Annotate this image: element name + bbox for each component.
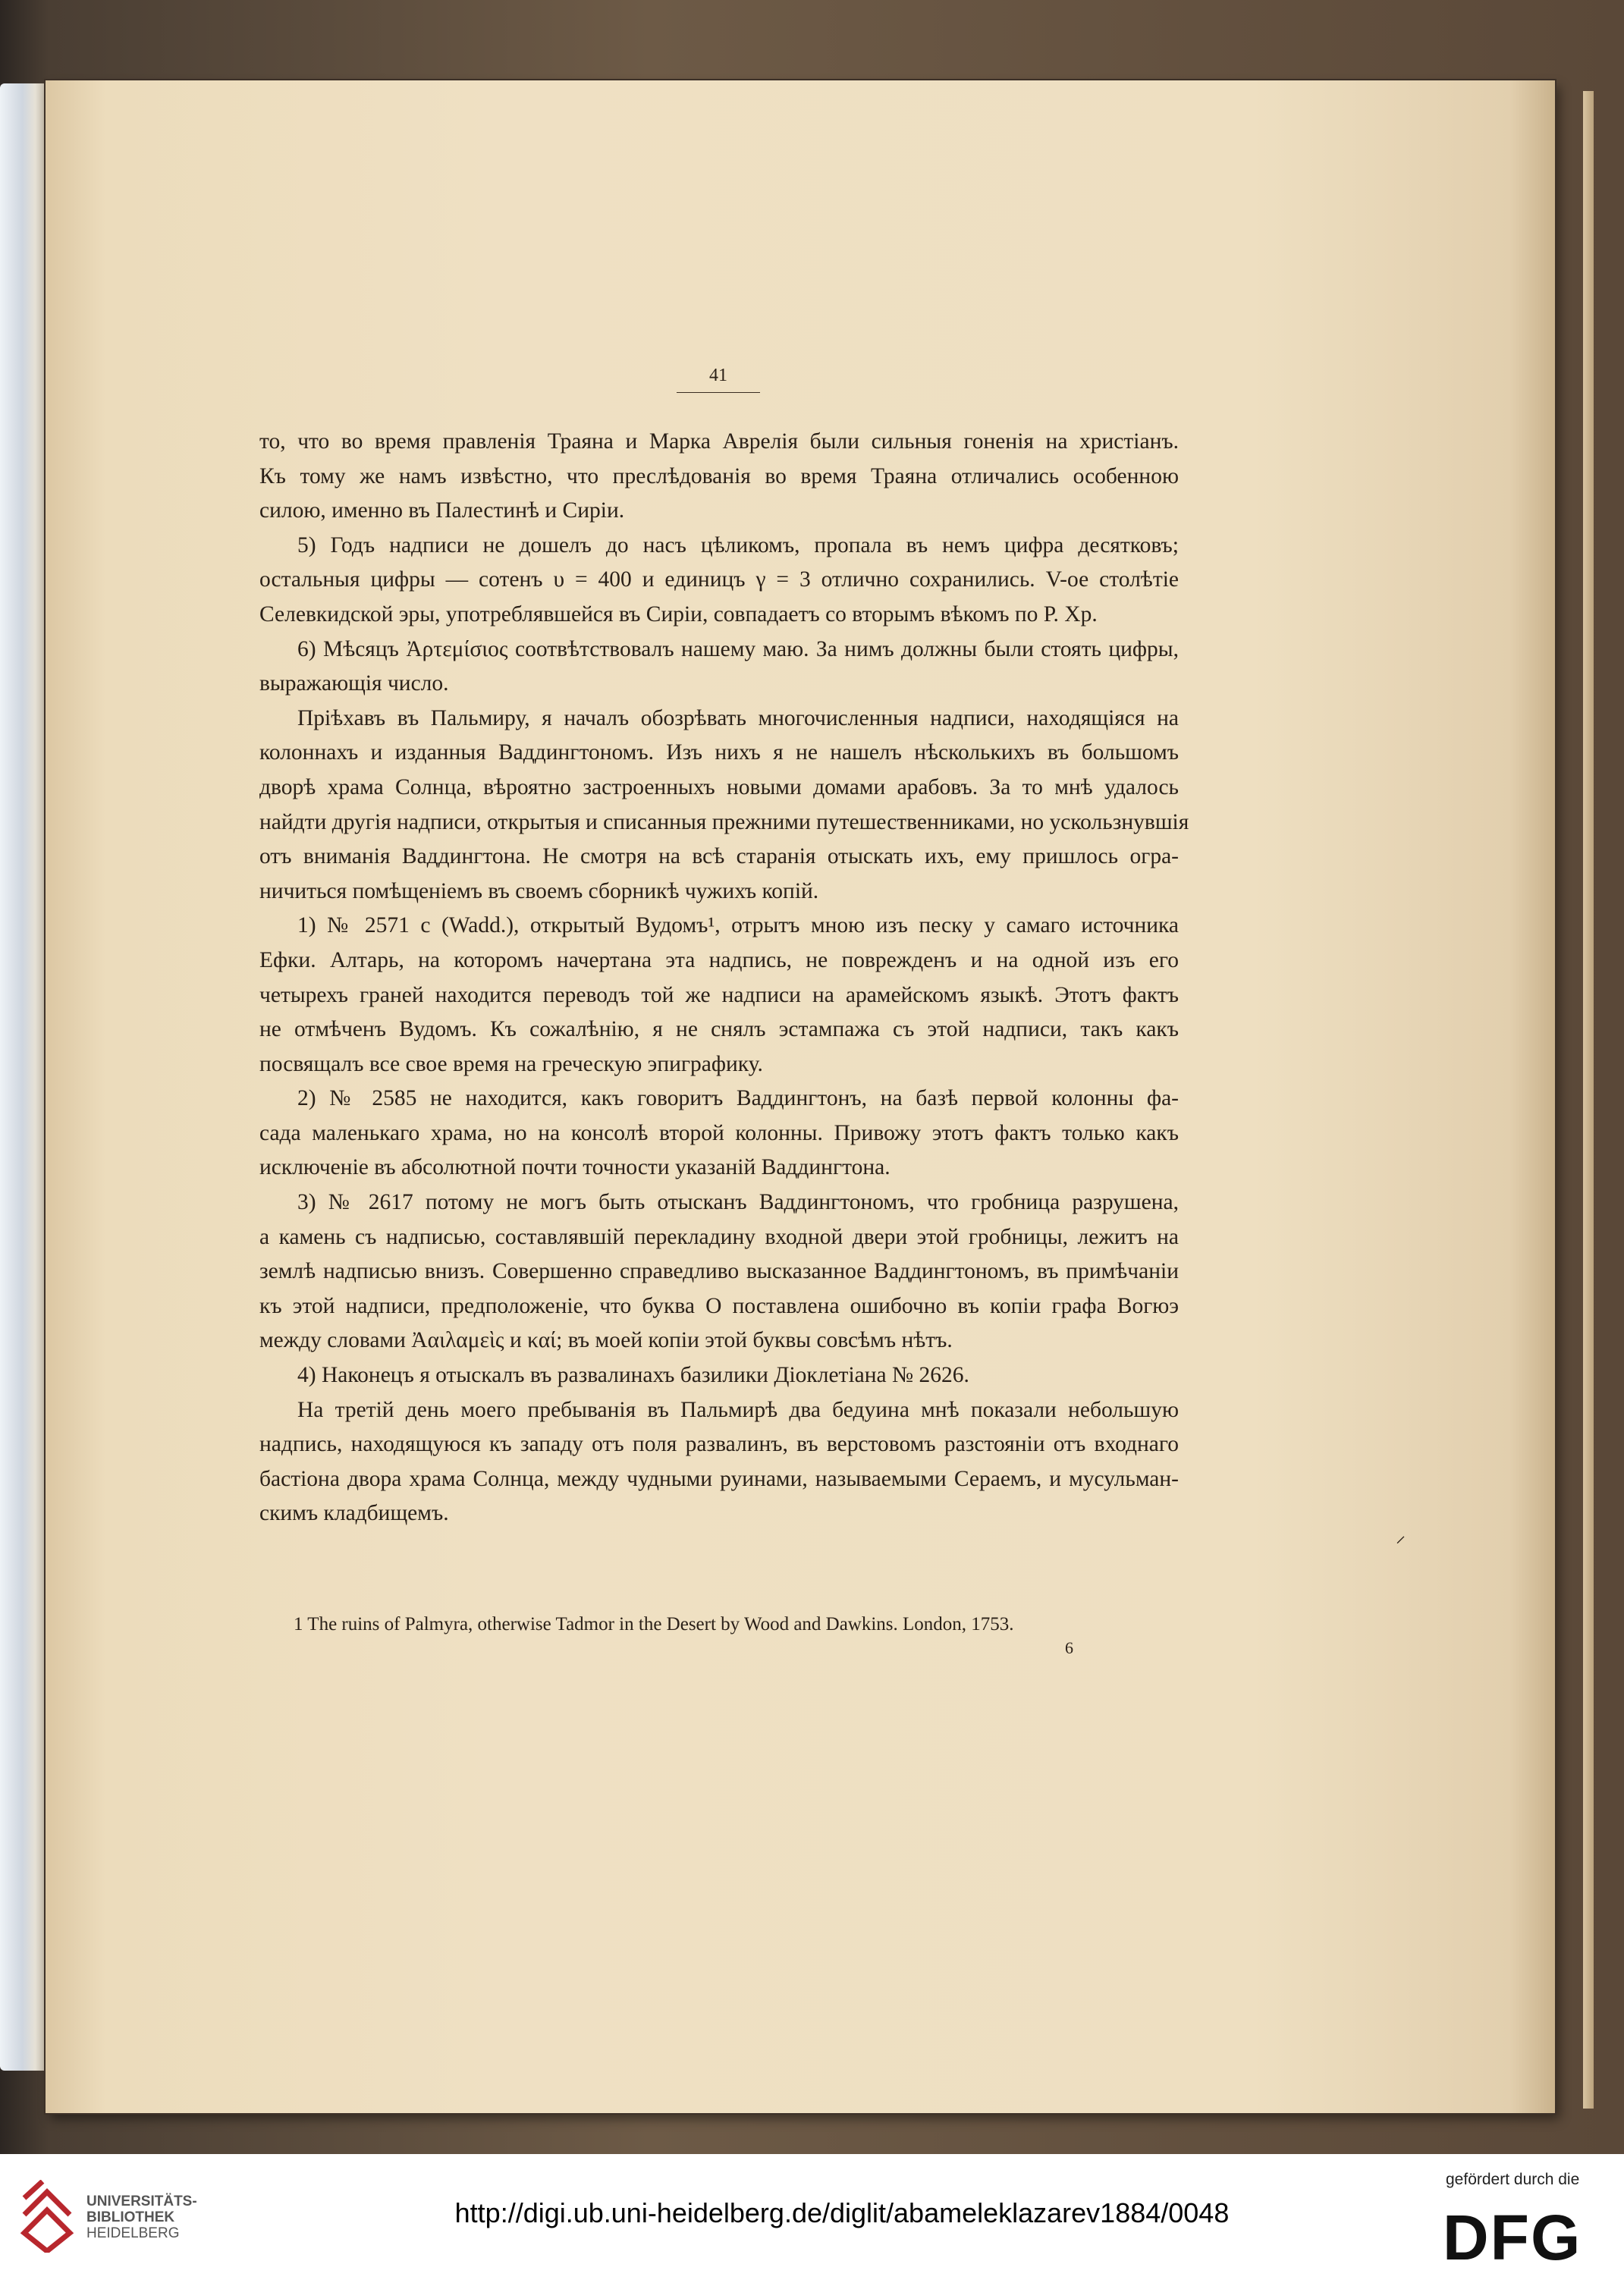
library-name-line3: HEIDELBERG: [86, 2225, 180, 2241]
ink-mark: ⸝: [1396, 1525, 1406, 1547]
text-line: выражающія число.: [259, 671, 449, 696]
text-line: бастіона двора храма Солнца, между чудными руинами, называемыми Сераемъ, и мусульман-: [259, 1466, 1179, 1491]
text-line: найдти другія надписи, открытыя и списанныя прежними путешественниками, но ускользнувшія: [259, 809, 1189, 834]
text-line: исключеніе въ абсолютной почти точности указаній Ваддингтона.: [259, 1155, 891, 1180]
text-line: ничиться помѣщеніемъ въ своемъ сборникѣ чужихъ копій.: [259, 878, 819, 903]
funding-label: gefördert durch die: [1446, 2171, 1580, 2188]
text-line: Пріѣхавъ въ Пальмиру, я началъ обозрѣвать многочисленныя надписи, находящіяся на: [297, 705, 1179, 730]
text-line: На третій день моего пребыванія въ Пальмирѣ два бедуина мнѣ показали небольшую: [297, 1397, 1179, 1422]
text-line: четырехъ граней находится переводъ той же надписи на арамейскомъ языкѣ. Этотъ фактъ: [259, 982, 1179, 1007]
text-line: 6) Мѣсяцъ Ἀρτεμίσιος соотвѣтствовалъ нашему маю. За нимъ должны были стоять цифры,: [297, 636, 1179, 661]
text-line: Къ тому же намъ извѣстно, что преслѣдованія во время Траяна отличались особенною: [259, 463, 1179, 488]
text-line: землѣ надписью внизъ. Совершенно справедливо высказанное Ваддингтономъ, въ примѣчаніи: [259, 1259, 1179, 1284]
text-line: между словами Ἀαιλαμεὶς и καί; въ моей копіи этой буквы совсѣмъ нѣтъ.: [259, 1328, 953, 1353]
text-line: а камень съ надписью, составлявшій перекладину входной двери этой гробницы, лежитъ на: [259, 1224, 1179, 1249]
text-line: сада маленькаго храма, но на консолѣ второй колонны. Привожу этотъ фактъ только какъ: [259, 1120, 1179, 1145]
text-line: надпись, находящуюся къ западу отъ поля развалинъ, въ верстовомъ разстояніи отъ входнаго: [259, 1432, 1179, 1457]
text-line: къ этой надписи, предположеніе, что буква О поставлена ошибочно въ копіи графа Вогюэ: [259, 1293, 1179, 1318]
footnote: 1 The ruins of Palmyra, otherwise Tadmor in the Desert by Wood and Dawkins. London, 1753.: [294, 1614, 1014, 1635]
text-line: силою, именно въ Палестинѣ и Сиріи.: [259, 498, 625, 523]
permalink-url[interactable]: http://digi.ub.uni-heidelberg.de/diglit/abameleklazarev1884/0048: [454, 2197, 1230, 2228]
text-line: остальныя цифры — сотенъ υ = 400 и единицъ γ = 3 отлично сохранились. V-ое столѣтіе: [259, 567, 1179, 592]
library-name-line2: BIBLIOTHEK: [86, 2209, 175, 2225]
text-line: Ефки. Алтарь, на которомъ начертана эта надпись, не поврежденъ и на одной изъ его: [259, 947, 1179, 972]
text-line: 4) Наконецъ я отыскалъ въ развалинахъ базилики Діоклетіана № 2626.: [297, 1363, 969, 1388]
text-line: посвящалъ все свое время на греческую эпиграфику.: [259, 1051, 763, 1076]
text-line: 5) Годъ надписи не дошелъ до насъ цѣликомъ, пропала въ немъ цифра десятковъ;: [297, 532, 1179, 557]
text-line: колоннахъ и изданныя Ваддингтономъ. Изъ нихъ я не нашелъ нѣсколькихъ въ большомъ: [259, 740, 1179, 765]
page-number: 41: [677, 366, 760, 393]
text-line: 2) № 2585 не находится, какъ говоритъ Ваддингтонъ, на базѣ первой колонны фа-: [297, 1086, 1179, 1111]
text-line: скимъ кладбищемъ.: [259, 1501, 449, 1526]
library-logo-icon: [17, 2180, 79, 2253]
dfg-logo: DFG: [1443, 2202, 1582, 2273]
text-line: то, что во время правленія Траяна и Марка Аврелія были сильныя гоненія на христіанъ.: [259, 429, 1179, 454]
library-name-line1: UNIVERSITÄTS-: [86, 2194, 197, 2209]
text-line: дворѣ храма Солнца, вѣроятно застроенныхъ новыми домами арабовъ. За то мнѣ удалось: [259, 774, 1179, 799]
text-line: 3) № 2617 потому не могъ быть отысканъ Ваддингтономъ, что гробница разрушена,: [297, 1190, 1179, 1215]
text-line: 1) № 2571 c (Wadd.), открытый Вудомъ¹, отрытъ мною изъ песку у самаго источника: [297, 913, 1179, 938]
text-line: Селевкидской эры, употреблявшейся въ Сиріи, совпадаетъ со вторымъ вѣкомъ по Р. Хр.: [259, 601, 1098, 626]
page-edge: [1583, 91, 1594, 2109]
text-line: отъ вниманія Ваддингтона. Не смотря на всѣ старанія отыскать ихъ, ему пришлось огра-: [259, 844, 1179, 869]
library-name: [86, 2194, 197, 2241]
signature-mark: 6: [1065, 1638, 1073, 1657]
body-text: [259, 425, 1189, 1531]
text-line: не отмѣченъ Вудомъ. Къ сожалѣнію, я не снялъ эстампажа съ этой надписи, такъ какъ: [259, 1017, 1179, 1042]
book-spine: [0, 83, 50, 2071]
